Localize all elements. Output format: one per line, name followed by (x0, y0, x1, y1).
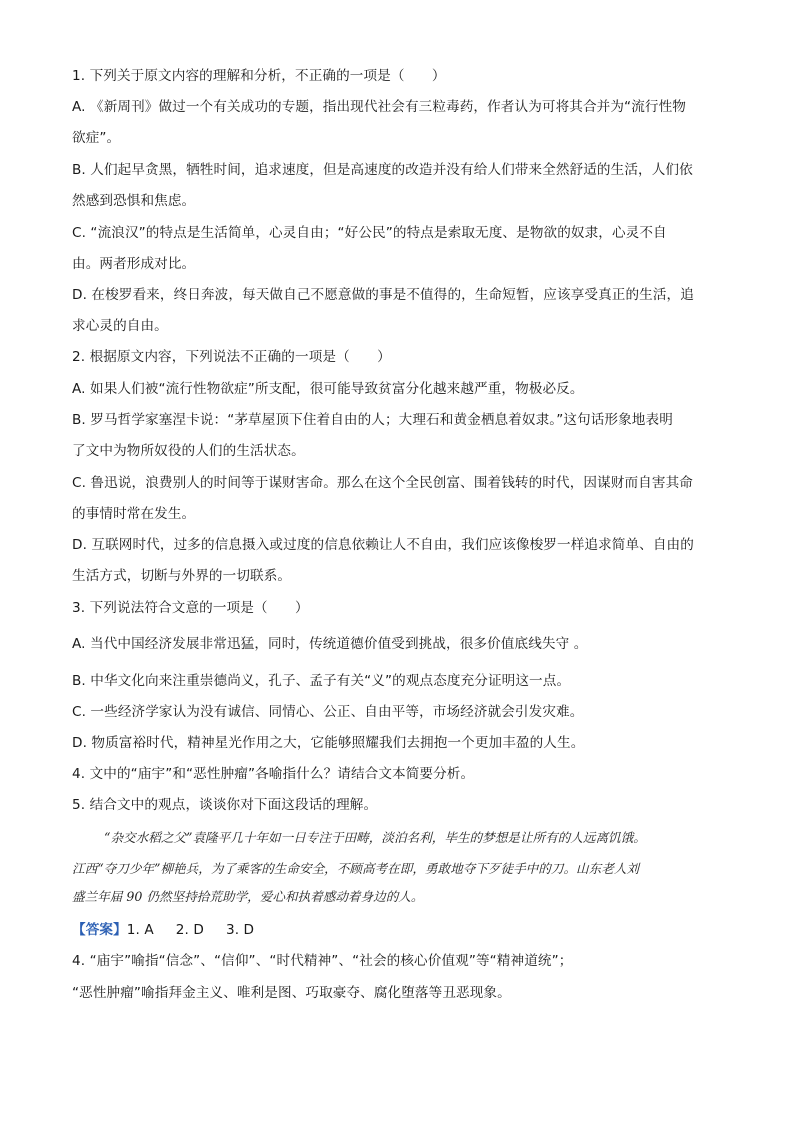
q1-option-c-line-2: 由。两者形成对比。 (72, 256, 196, 272)
answer-3: 3. D (225, 922, 255, 938)
answer-2: 2. D (175, 922, 204, 938)
q1-option-a-line-2: 欲症”。 (72, 130, 121, 146)
question-4-stem: 4. 文中的“庙宇”和“恶性肿瘤”各喻指什么？请结合文本简要分析。 (72, 766, 475, 782)
q1-option-c-line-1: C. “流浪汉”的特点是生活简单，心灵自由；“好公民”的特点是索取无度、是物欲的奴隶，心灵不自 (72, 225, 667, 241)
answer-4-line-2: “恶性肿瘤”喻指拜金主义、唯利是图、巧取豪夺、腐化堕落等丑恶现象。 (72, 985, 511, 1001)
question-5-stem: 5. 结合文中的观点，谈谈你对下面这段话的理解。 (72, 797, 378, 813)
q2-option-b-line-1: B. 罗马哲学家塞涅卡说：“茅草屋顶下住着自由的人；大理石和黄金栖息着奴隶。”这句话形象地表明 (72, 412, 673, 428)
q2-option-d-line-1: D. 互联网时代，过多的信息摄入或过度的信息依赖让人不自由，我们应该像梭罗一样追求简单、自由的 (72, 537, 694, 553)
question-1-stem: 1. 下列关于原文内容的理解和分析，不正确的一项是（ ） (72, 68, 446, 84)
q2-option-c-line-2: 的事情时常在发生。 (72, 506, 196, 522)
question-2-stem: 2. 根据原文内容，下列说法不正确的一项是（ ） (72, 349, 391, 365)
answer-4-line-1: 4. “庙宇”喻指“信念”、“信仰”、“时代精神”、“社会的核心价值观”等“精神道统”； (72, 953, 573, 969)
q1-option-d-line-2: 求心灵的自由。 (72, 318, 168, 334)
q3-option-c: C. 一些经济学家认为没有诚信、同情心、公正、自由平等，市场经济就会引发灾难。 (72, 704, 584, 720)
q1-option-b-line-2: 然感到恐惧和焦虑。 (72, 193, 196, 209)
q3-option-b: B. 中华文化向来注重崇德尚义，孔子、孟子有关“义”的观点态度充分证明这一点。 (72, 673, 571, 689)
answer-1: 1. A (126, 922, 154, 938)
q3-option-d: D. 物质富裕时代，精神星光作用之大，它能够照耀我们去拥抱一个更加丰盈的人生。 (72, 735, 585, 751)
q1-option-d-line-1: D. 在梭罗看来，终日奔波，每天做自己不愿意做的事是不值得的，生命短暂，应该享受真正的生活，追 (72, 287, 694, 303)
q5-quote-line-3: 盛兰年届 90 仍然坚持拾荒助学，爱心和执着感动着身边的人。 (72, 889, 424, 904)
answer-tag: 【答案】 (72, 922, 127, 938)
q5-quote-line-2: 江西“夺刀少年”柳艳兵，为了乘客的生命安全，不顾高考在即，勇敢地夺下歹徒手中的刀。山东老人刘 (72, 861, 640, 876)
q3-option-a: A. 当代中国经济发展非常迅猛，同时，传统道德价值受到挑战，很多价值底线失守 。 (72, 636, 588, 652)
q2-option-d-line-2: 生活方式，切断与外界的一切联系。 (72, 568, 292, 584)
q2-option-b-line-2: 了文中为物所奴役的人们的生活状态。 (72, 443, 305, 459)
q2-option-c-line-1: C. 鲁迅说，浪费别人的时间等于谋财害命。那么在这个全民创富、围着钱转的时代，因谋财而自害其命 (72, 475, 693, 491)
q1-option-a-line-1: A. 《新周刊》做过一个有关成功的专题，指出现代社会有三粒毒药，作者认为可将其合并为“流行性物 (72, 99, 686, 115)
q2-option-a: A. 如果人们被“流行性物欲症”所支配，很可能导致贫富分化越来越严重，物极必反。 (72, 381, 584, 397)
answer-line (72, 921, 722, 939)
q5-quote-line-1: “杂交水稻之父”袁隆平几十年如一日专注于田畴，淡泊名利，毕生的梦想是让所有的人远离饥饿。 (104, 830, 646, 845)
question-3-stem: 3. 下列说法符合文意的一项是（ ） (72, 600, 309, 616)
q1-option-b-line-1: B. 人们起早贪黑，牺牲时间，追求速度，但是高速度的改造并没有给人们带来全然舒适的生活，人们依 (72, 162, 693, 178)
